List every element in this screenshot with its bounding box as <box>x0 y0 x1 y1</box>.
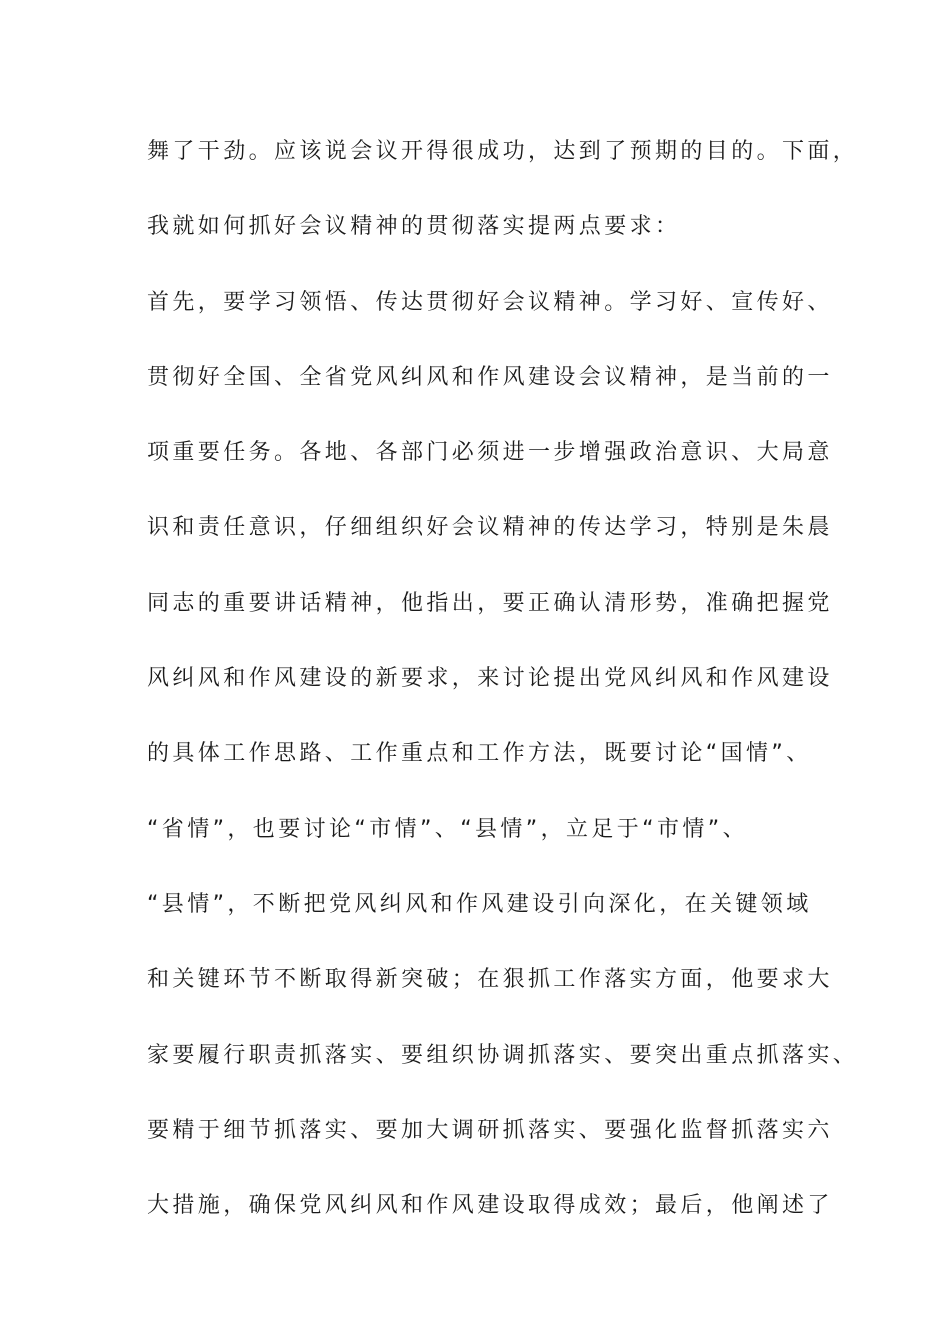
text-line: 贯彻好全国、全省党风纠风和作风建设会议精神，是当前的一 <box>147 364 833 390</box>
text-line: 和关键环节不断取得新突破；在狠抓工作落实方面，他要求大 <box>147 967 833 993</box>
body-text <box>147 130 859 1259</box>
text-line: “省情”，也要讨论“市情”、“县情”，立足于“市情”、 <box>147 816 748 842</box>
text-line: 首先，要学习领悟、传达贯彻好会议精神。学习好、宣传好、 <box>147 289 833 315</box>
text-line: 家要履行职责抓落实、要组织协调抓落实、要突出重点抓落实、 <box>147 1042 859 1068</box>
text-line: 我就如何抓好会议精神的贯彻落实提两点要求： <box>147 214 681 240</box>
text-line: 舞了干劲。应该说会议开得很成功，达到了预期的目的。下面， <box>147 139 859 164</box>
text-line: 的具体工作思路、工作重点和工作方法，既要讨论“国情”、 <box>147 741 812 767</box>
text-line: 风纠风和作风建设的新要求，来讨论提出党风纠风和作风建设 <box>147 666 833 692</box>
text-line: 同志的重要讲话精神，他指出，要正确认清形势，准确把握党 <box>147 590 833 616</box>
text-line: 项重要任务。各地、各部门必须进一步增强政治意识、大局意 <box>147 440 833 466</box>
text-line: 识和责任意识，仔细组织好会议精神的传达学习，特别是朱晨 <box>147 515 833 541</box>
text-line: 大措施，确保党风纠风和作风建设取得成效；最后，他阐述了 <box>147 1193 833 1219</box>
text-line: “县情”，不断把党风纠风和作风建设引向深化，在关键领域 <box>147 891 812 917</box>
text-line: 要精于细节抓落实、要加大调研抓落实、要强化监督抓落实六 <box>147 1117 833 1143</box>
